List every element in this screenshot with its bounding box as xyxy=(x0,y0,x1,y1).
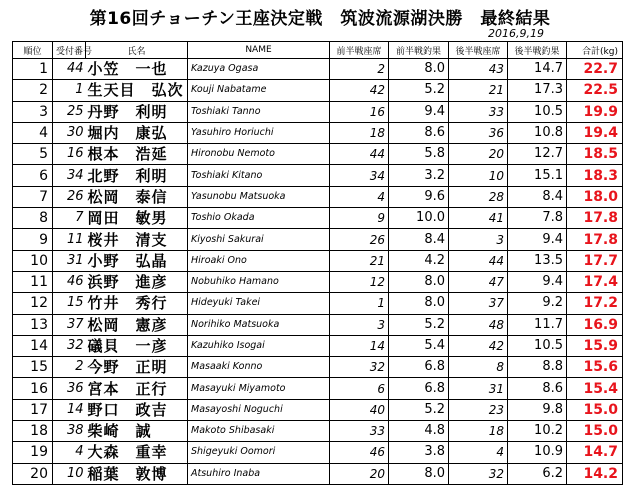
second-pos-cell: 44 xyxy=(449,250,508,271)
total-cell: 15.4 xyxy=(567,378,623,399)
header-total: 合計(kg) xyxy=(567,42,623,59)
roman-name-cell: Toshiaki Tanno xyxy=(188,101,330,122)
first-pos-cell: 42 xyxy=(330,80,389,101)
rank-cell: 12 xyxy=(13,293,53,314)
second-weight-cell: 9.8 xyxy=(508,399,567,420)
document-title: 第16回チョーチン王座決定戦 筑波流源湖決勝 最終結果 xyxy=(89,9,551,29)
first-weight-cell: 8.0 xyxy=(389,463,449,484)
first-weight-cell: 8.0 xyxy=(389,293,449,314)
name-cell: 岡田 敏男 xyxy=(86,208,188,229)
first-weight-cell: 5.8 xyxy=(389,144,449,165)
first-pos-cell: 26 xyxy=(330,229,389,250)
roman-name-cell: Kouji Nabatame xyxy=(188,80,330,101)
first-weight-cell: 3.8 xyxy=(389,442,449,463)
first-weight-cell: 3.2 xyxy=(389,165,449,186)
table-row xyxy=(13,80,623,101)
table-row xyxy=(13,463,623,484)
table-row xyxy=(13,165,623,186)
roman-name-cell: Shigeyuki Oomori xyxy=(188,442,330,463)
second-pos-cell: 20 xyxy=(449,144,508,165)
second-weight-cell: 11.7 xyxy=(508,314,567,335)
name-cell: 根本 浩延 xyxy=(86,144,188,165)
second-weight-cell: 15.1 xyxy=(508,165,567,186)
second-weight-cell: 17.3 xyxy=(508,80,567,101)
total-cell: 14.2 xyxy=(567,463,623,484)
second-weight-cell: 10.9 xyxy=(508,442,567,463)
name-cell: 小野 弘晶 xyxy=(86,250,188,271)
name-cell: 今野 正明 xyxy=(86,357,188,378)
total-cell: 18.3 xyxy=(567,165,623,186)
header-second-weight: 後半戦釣果 xyxy=(508,42,567,59)
total-cell: 17.8 xyxy=(567,208,623,229)
second-pos-cell: 31 xyxy=(449,378,508,399)
entry-number-cell: 2 xyxy=(53,357,86,378)
second-weight-cell: 12.7 xyxy=(508,144,567,165)
second-pos-cell: 37 xyxy=(449,293,508,314)
name-cell: 小笠 一也 xyxy=(86,59,188,80)
rank-cell: 17 xyxy=(13,399,53,420)
second-pos-cell: 21 xyxy=(449,80,508,101)
header-first-weight: 前半戦釣果 xyxy=(389,42,449,59)
entry-number-cell: 25 xyxy=(53,101,86,122)
first-weight-cell: 6.8 xyxy=(389,357,449,378)
total-cell: 22.7 xyxy=(567,59,623,80)
total-cell: 18.5 xyxy=(567,144,623,165)
roman-name-cell: Masaaki Konno xyxy=(188,357,330,378)
first-pos-cell: 6 xyxy=(330,378,389,399)
roman-name-cell: Hiroaki Ono xyxy=(188,250,330,271)
second-weight-cell: 13.5 xyxy=(508,250,567,271)
rank-cell: 2 xyxy=(13,80,53,101)
first-pos-cell: 2 xyxy=(330,59,389,80)
first-weight-cell: 9.4 xyxy=(389,101,449,122)
table-row xyxy=(13,208,623,229)
second-weight-cell: 10.5 xyxy=(508,335,567,356)
first-pos-cell: 4 xyxy=(330,186,389,207)
first-weight-cell: 4.8 xyxy=(389,421,449,442)
first-pos-cell: 34 xyxy=(330,165,389,186)
name-cell: 柴崎 誠 xyxy=(86,421,188,442)
table-row xyxy=(13,442,623,463)
second-weight-cell: 10.5 xyxy=(508,101,567,122)
table-row xyxy=(13,101,623,122)
header-roman-name: NAME xyxy=(188,42,330,59)
header-name: 氏名 xyxy=(86,42,188,59)
roman-name-cell: Kiyoshi Sakurai xyxy=(188,229,330,250)
entry-number-cell: 34 xyxy=(53,165,86,186)
table-row xyxy=(13,59,623,80)
name-cell: 稲葉 敦博 xyxy=(86,463,188,484)
entry-number-cell: 46 xyxy=(53,271,86,292)
first-weight-cell: 8.4 xyxy=(389,229,449,250)
second-pos-cell: 33 xyxy=(449,101,508,122)
roman-name-cell: Yasuhiro Horiuchi xyxy=(188,122,330,143)
entry-number-cell: 32 xyxy=(53,335,86,356)
roman-name-cell: Makoto Shibasaki xyxy=(188,421,330,442)
table-row xyxy=(13,122,623,143)
second-pos-cell: 18 xyxy=(449,421,508,442)
first-pos-cell: 20 xyxy=(330,463,389,484)
header-first-pos: 前半戦座席 xyxy=(330,42,389,59)
total-cell: 17.8 xyxy=(567,229,623,250)
rank-cell: 20 xyxy=(13,463,53,484)
rank-cell: 1 xyxy=(13,59,53,80)
second-weight-cell: 7.8 xyxy=(508,208,567,229)
roman-name-cell: Toshio Okada xyxy=(188,208,330,229)
second-weight-cell: 9.4 xyxy=(508,271,567,292)
second-weight-cell: 8.6 xyxy=(508,378,567,399)
name-cell: 桜井 清支 xyxy=(86,229,188,250)
entry-number-cell: 4 xyxy=(53,442,86,463)
name-cell: 浜野 進彦 xyxy=(86,271,188,292)
name-cell: 礒貝 一彦 xyxy=(86,335,188,356)
second-pos-cell: 32 xyxy=(449,463,508,484)
roman-name-cell: Kazuya Ogasa xyxy=(188,59,330,80)
total-cell: 17.2 xyxy=(567,293,623,314)
rank-cell: 8 xyxy=(13,208,53,229)
entry-number-cell: 11 xyxy=(53,229,86,250)
table-row xyxy=(13,357,623,378)
entry-number-cell: 16 xyxy=(53,144,86,165)
rank-cell: 18 xyxy=(13,421,53,442)
roman-name-cell: Norihiko Matsuoka xyxy=(188,314,330,335)
entry-number-cell: 15 xyxy=(53,293,86,314)
first-pos-cell: 40 xyxy=(330,399,389,420)
first-pos-cell: 9 xyxy=(330,208,389,229)
rank-cell: 10 xyxy=(13,250,53,271)
entry-number-cell: 30 xyxy=(53,122,86,143)
second-weight-cell: 9.4 xyxy=(508,229,567,250)
first-weight-cell: 9.6 xyxy=(389,186,449,207)
roman-name-cell: Yasunobu Matsuoka xyxy=(188,186,330,207)
rank-cell: 6 xyxy=(13,165,53,186)
total-cell: 15.0 xyxy=(567,399,623,420)
rank-cell: 15 xyxy=(13,357,53,378)
first-pos-cell: 21 xyxy=(330,250,389,271)
first-pos-cell: 1 xyxy=(330,293,389,314)
first-weight-cell: 4.2 xyxy=(389,250,449,271)
roman-name-cell: Hironobu Nemoto xyxy=(188,144,330,165)
total-cell: 16.9 xyxy=(567,314,623,335)
second-weight-cell: 9.2 xyxy=(508,293,567,314)
entry-number-cell: 7 xyxy=(53,208,86,229)
total-cell: 15.0 xyxy=(567,421,623,442)
second-pos-cell: 42 xyxy=(449,335,508,356)
entry-number-cell: 10 xyxy=(53,463,86,484)
entry-number-cell: 1 xyxy=(53,80,86,101)
total-cell: 14.7 xyxy=(567,442,623,463)
rank-cell: 3 xyxy=(13,101,53,122)
entry-number-cell: 36 xyxy=(53,378,86,399)
table-row xyxy=(13,186,623,207)
second-pos-cell: 48 xyxy=(449,314,508,335)
total-cell: 17.4 xyxy=(567,271,623,292)
rank-cell: 11 xyxy=(13,271,53,292)
rank-cell: 9 xyxy=(13,229,53,250)
table-row xyxy=(13,335,623,356)
entry-number-cell: 44 xyxy=(53,59,86,80)
results-body xyxy=(13,59,623,485)
second-weight-cell: 14.7 xyxy=(508,59,567,80)
first-pos-cell: 44 xyxy=(330,144,389,165)
rank-cell: 4 xyxy=(13,122,53,143)
second-pos-cell: 43 xyxy=(449,59,508,80)
total-cell: 19.4 xyxy=(567,122,623,143)
table-row xyxy=(13,229,623,250)
roman-name-cell: Nobuhiko Hamano xyxy=(188,271,330,292)
name-cell: 松岡 憲彦 xyxy=(86,314,188,335)
total-cell: 17.7 xyxy=(567,250,623,271)
entry-number-cell: 31 xyxy=(53,250,86,271)
first-pos-cell: 33 xyxy=(330,421,389,442)
first-weight-cell: 10.0 xyxy=(389,208,449,229)
total-cell: 22.5 xyxy=(567,80,623,101)
roman-name-cell: Masayoshi Noguchi xyxy=(188,399,330,420)
second-weight-cell: 8.4 xyxy=(508,186,567,207)
entry-number-cell: 26 xyxy=(53,186,86,207)
roman-name-cell: Masayuki Miyamoto xyxy=(188,378,330,399)
rank-cell: 13 xyxy=(13,314,53,335)
first-pos-cell: 46 xyxy=(330,442,389,463)
entry-number-cell: 37 xyxy=(53,314,86,335)
table-row xyxy=(13,399,623,420)
rank-cell: 19 xyxy=(13,442,53,463)
second-weight-cell: 10.2 xyxy=(508,421,567,442)
rank-cell: 14 xyxy=(13,335,53,356)
table-row xyxy=(13,144,623,165)
second-pos-cell: 8 xyxy=(449,357,508,378)
second-weight-cell: 6.2 xyxy=(508,463,567,484)
total-cell: 19.9 xyxy=(567,101,623,122)
rank-cell: 16 xyxy=(13,378,53,399)
name-cell: 堀内 康弘 xyxy=(86,122,188,143)
first-weight-cell: 8.6 xyxy=(389,122,449,143)
second-pos-cell: 3 xyxy=(449,229,508,250)
first-pos-cell: 32 xyxy=(330,357,389,378)
roman-name-cell: Hideyuki Takei xyxy=(188,293,330,314)
first-weight-cell: 5.4 xyxy=(389,335,449,356)
table-row xyxy=(13,271,623,292)
total-cell: 18.0 xyxy=(567,186,623,207)
second-pos-cell: 41 xyxy=(449,208,508,229)
header-entry: 受付番号 xyxy=(53,42,86,59)
first-weight-cell: 6.8 xyxy=(389,378,449,399)
name-cell: 大森 重幸 xyxy=(86,442,188,463)
second-pos-cell: 10 xyxy=(449,165,508,186)
roman-name-cell: Atsuhiro Inaba xyxy=(188,463,330,484)
first-weight-cell: 5.2 xyxy=(389,399,449,420)
first-pos-cell: 18 xyxy=(330,122,389,143)
second-pos-cell: 36 xyxy=(449,122,508,143)
first-weight-cell: 8.0 xyxy=(389,271,449,292)
first-pos-cell: 12 xyxy=(330,271,389,292)
table-row xyxy=(13,293,623,314)
name-cell: 丹野 利明 xyxy=(86,101,188,122)
header-second-pos: 後半戦座席 xyxy=(449,42,508,59)
event-date: 2016,9,19 xyxy=(488,27,544,40)
second-weight-cell: 10.8 xyxy=(508,122,567,143)
second-pos-cell: 28 xyxy=(449,186,508,207)
name-cell: 生天目 弘次 xyxy=(86,80,188,101)
roman-name-cell: Kazuhiko Isogai xyxy=(188,335,330,356)
first-pos-cell: 14 xyxy=(330,335,389,356)
first-weight-cell: 8.0 xyxy=(389,59,449,80)
table-row xyxy=(13,250,623,271)
table-row xyxy=(13,378,623,399)
first-weight-cell: 5.2 xyxy=(389,314,449,335)
name-cell: 松岡 泰信 xyxy=(86,186,188,207)
first-weight-cell: 5.2 xyxy=(389,80,449,101)
total-cell: 15.9 xyxy=(567,335,623,356)
first-pos-cell: 3 xyxy=(330,314,389,335)
name-cell: 宮本 正行 xyxy=(86,378,188,399)
second-pos-cell: 23 xyxy=(449,399,508,420)
second-pos-cell: 47 xyxy=(449,271,508,292)
rank-cell: 7 xyxy=(13,186,53,207)
header-rank: 順位 xyxy=(13,42,53,59)
second-pos-cell: 4 xyxy=(449,442,508,463)
name-cell: 竹井 秀行 xyxy=(86,293,188,314)
table-row xyxy=(13,314,623,335)
results-table xyxy=(12,41,623,485)
first-pos-cell: 16 xyxy=(330,101,389,122)
total-cell: 15.6 xyxy=(567,357,623,378)
rank-cell: 5 xyxy=(13,144,53,165)
table-header-row xyxy=(13,42,623,59)
entry-number-cell: 38 xyxy=(53,421,86,442)
second-weight-cell: 8.8 xyxy=(508,357,567,378)
table-row xyxy=(13,421,623,442)
roman-name-cell: Toshiaki Kitano xyxy=(188,165,330,186)
name-cell: 野口 政吉 xyxy=(86,399,188,420)
entry-number-cell: 14 xyxy=(53,399,86,420)
name-cell: 北野 利明 xyxy=(86,165,188,186)
